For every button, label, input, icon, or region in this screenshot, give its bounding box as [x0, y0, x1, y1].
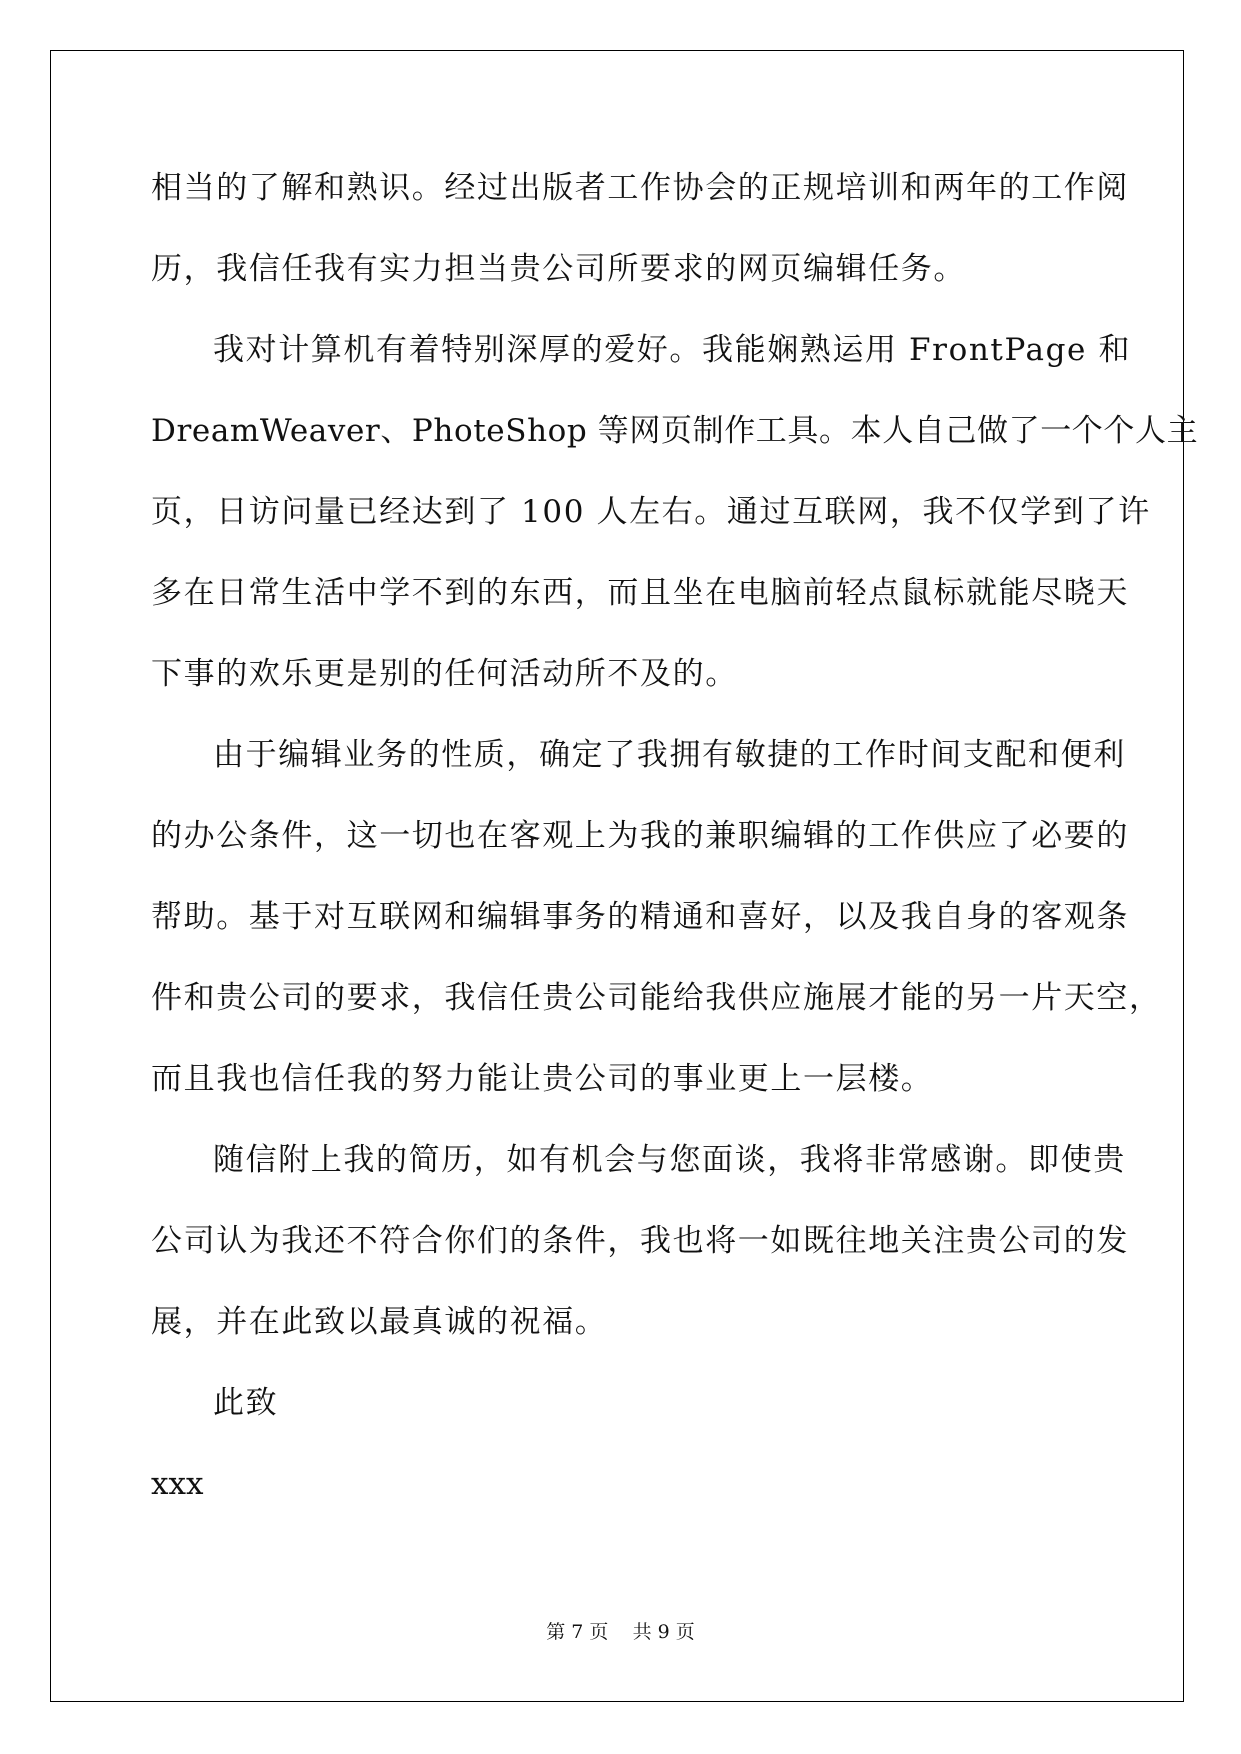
text-line: 页，日访问量已经达到了 100 人左右。通过互联网，我不仅学到了许 [151, 494, 1151, 530]
signature: xxx [151, 1466, 204, 1502]
text-line: DreamWeaver、PhoteShop 等网页制作工具。本人自己做了一个个人主 [151, 413, 1199, 449]
text-line: 件和贵公司的要求，我信任贵公司能给我供应施展才能的另一片天空， [151, 980, 1162, 1016]
text-line: 公司认为我还不符合你们的条件，我也将一如既往地关注贵公司的发 [151, 1223, 1129, 1259]
text-line: 相当的了解和熟识。经过出版者工作协会的正规培训和两年的工作阅 [151, 170, 1129, 206]
page-number-footer: 第 7 页 共 9 页 [546, 1621, 695, 1643]
text-line: 历，我信任我有实力担当贵公司所要求的网页编辑任务。 [151, 251, 966, 287]
text-line: 的办公条件，这一切也在客观上为我的兼职编辑的工作供应了必要的 [151, 818, 1129, 854]
text-line: 展，并在此致以最真诚的祝福。 [151, 1304, 608, 1340]
text-line: 帮助。基于对互联网和编辑事务的精通和喜好，以及我自身的客观条 [151, 899, 1129, 935]
text-line: 随信附上我的简历，如有机会与您面谈，我将非常感谢。即使贵 [213, 1142, 1126, 1178]
text-line: 由于编辑业务的性质，确定了我拥有敏捷的工作时间支配和便利 [213, 737, 1126, 773]
text-line: 而且我也信任我的努力能让贵公司的事业更上一层楼。 [151, 1061, 934, 1097]
letter-body [151, 159, 1199, 1536]
text-line: 多在日常生活中学不到的东西，而且坐在电脑前轻点鼠标就能尽晓天 [151, 575, 1129, 611]
closing-salutation: 此致 [213, 1385, 279, 1421]
text-line: 我对计算机有着特别深厚的爱好。我能娴熟运用 FrontPage 和 [213, 332, 1132, 368]
text-line: 下事的欢乐更是别的任何活动所不及的。 [151, 656, 738, 692]
